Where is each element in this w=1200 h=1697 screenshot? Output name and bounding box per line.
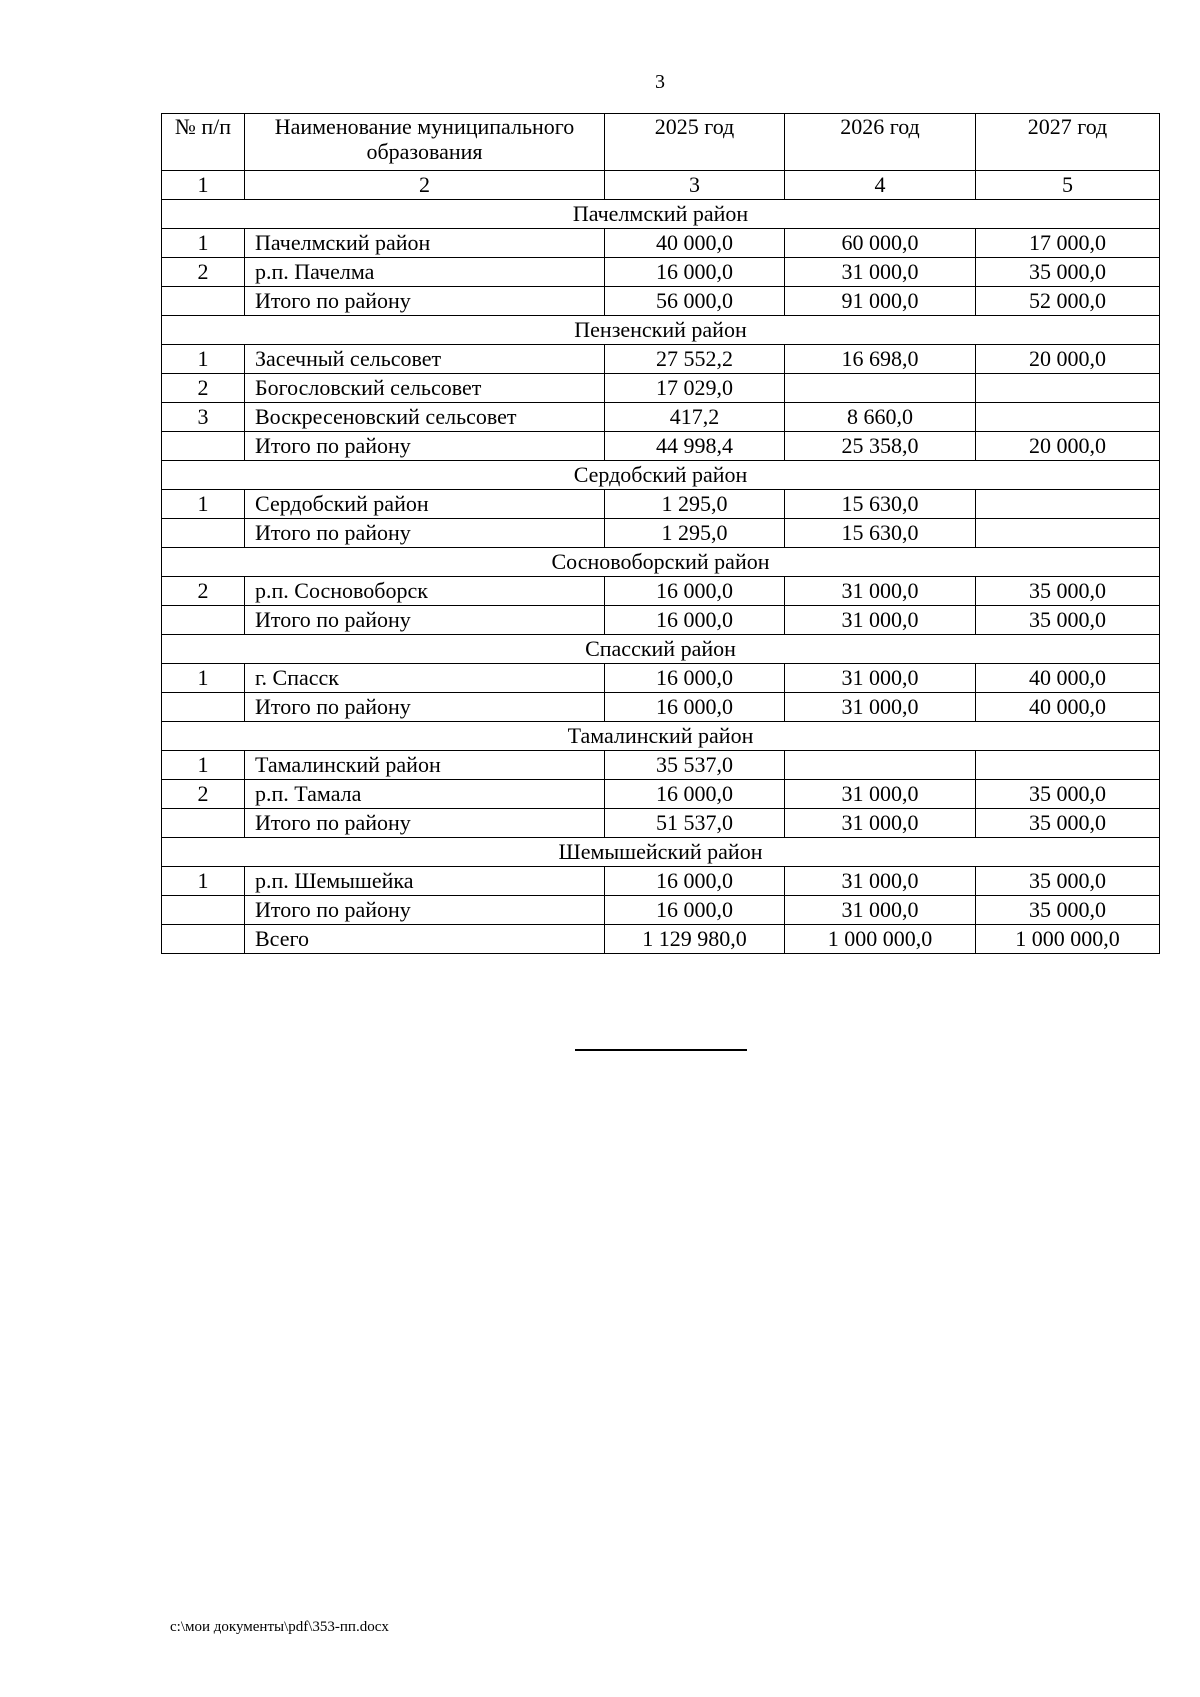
value-2026-cell: 31 000,0 bbox=[785, 780, 976, 809]
header-year-2025: 2025 год bbox=[605, 114, 785, 171]
row-number-cell: 1 bbox=[162, 751, 245, 780]
value-2026-cell: 25 358,0 bbox=[785, 432, 976, 461]
row-name-cell: Всего bbox=[245, 925, 605, 954]
value-2025-cell: 16 000,0 bbox=[605, 896, 785, 925]
row-number-cell: 1 bbox=[162, 490, 245, 519]
row-name-cell: Итого по району bbox=[245, 519, 605, 548]
column-number-1: 1 bbox=[162, 171, 245, 200]
subtotal-row bbox=[162, 606, 1160, 635]
value-2027-cell: 20 000,0 bbox=[976, 432, 1160, 461]
value-2026-cell: 31 000,0 bbox=[785, 577, 976, 606]
table-row bbox=[162, 374, 1160, 403]
row-name-cell: р.п. Сосновоборск bbox=[245, 577, 605, 606]
table-row bbox=[162, 751, 1160, 780]
value-2026-cell bbox=[785, 751, 976, 780]
row-number-cell bbox=[162, 606, 245, 635]
value-2026-cell: 31 000,0 bbox=[785, 809, 976, 838]
row-number-cell: 1 bbox=[162, 229, 245, 258]
row-name-cell: Богословский сельсовет bbox=[245, 374, 605, 403]
row-name-cell: Итого по району bbox=[245, 606, 605, 635]
header-year-2026: 2026 год bbox=[785, 114, 976, 171]
subtotal-row bbox=[162, 809, 1160, 838]
table-row bbox=[162, 345, 1160, 374]
value-2026-cell: 15 630,0 bbox=[785, 490, 976, 519]
district-name: Спасский район bbox=[162, 635, 1160, 664]
value-2027-cell: 35 000,0 bbox=[976, 606, 1160, 635]
value-2026-cell bbox=[785, 374, 976, 403]
table-row bbox=[162, 229, 1160, 258]
district-header-row bbox=[162, 838, 1160, 867]
value-2027-cell: 20 000,0 bbox=[976, 345, 1160, 374]
subtotal-row bbox=[162, 519, 1160, 548]
row-number-cell: 1 bbox=[162, 867, 245, 896]
table-row bbox=[162, 780, 1160, 809]
row-number-cell: 2 bbox=[162, 374, 245, 403]
subtotal-row bbox=[162, 693, 1160, 722]
value-2025-cell: 16 000,0 bbox=[605, 258, 785, 287]
row-number-cell bbox=[162, 432, 245, 461]
district-header-row bbox=[162, 635, 1160, 664]
value-2025-cell: 16 000,0 bbox=[605, 606, 785, 635]
value-2025-cell: 16 000,0 bbox=[605, 867, 785, 896]
footer-file-path: c:\мои документы\pdf\353-пп.docx bbox=[170, 1619, 389, 1635]
district-name: Тамалинский район bbox=[162, 722, 1160, 751]
district-name: Пачелмский район bbox=[162, 200, 1160, 229]
row-number-cell: 3 bbox=[162, 403, 245, 432]
row-number-cell: 1 bbox=[162, 664, 245, 693]
district-header-row bbox=[162, 722, 1160, 751]
subtotal-row bbox=[162, 287, 1160, 316]
value-2026-cell: 31 000,0 bbox=[785, 693, 976, 722]
value-2025-cell: 1 129 980,0 bbox=[605, 925, 785, 954]
column-number-2: 2 bbox=[245, 171, 605, 200]
value-2027-cell bbox=[976, 374, 1160, 403]
row-number-cell: 2 bbox=[162, 577, 245, 606]
row-number-cell bbox=[162, 287, 245, 316]
value-2027-cell bbox=[976, 751, 1160, 780]
row-name-cell: Сердобский район bbox=[245, 490, 605, 519]
row-number-cell: 2 bbox=[162, 780, 245, 809]
row-name-cell: Воскресеновский сельсовет bbox=[245, 403, 605, 432]
district-header-row bbox=[162, 200, 1160, 229]
row-number-cell bbox=[162, 809, 245, 838]
header-municipality: Наименование муниципального образования bbox=[245, 114, 605, 171]
value-2027-cell bbox=[976, 403, 1160, 432]
column-number-3: 3 bbox=[605, 171, 785, 200]
row-number-cell bbox=[162, 925, 245, 954]
row-name-cell: Итого по району bbox=[245, 693, 605, 722]
value-2025-cell: 56 000,0 bbox=[605, 287, 785, 316]
value-2025-cell: 17 029,0 bbox=[605, 374, 785, 403]
value-2027-cell bbox=[976, 490, 1160, 519]
row-number-cell bbox=[162, 519, 245, 548]
value-2025-cell: 417,2 bbox=[605, 403, 785, 432]
grand-total-row bbox=[162, 925, 1160, 954]
value-2025-cell: 16 000,0 bbox=[605, 780, 785, 809]
row-name-cell: г. Спасск bbox=[245, 664, 605, 693]
value-2025-cell: 51 537,0 bbox=[605, 809, 785, 838]
value-2026-cell: 91 000,0 bbox=[785, 287, 976, 316]
district-header-row bbox=[162, 548, 1160, 577]
value-2027-cell: 52 000,0 bbox=[976, 287, 1160, 316]
row-name-cell: Итого по району bbox=[245, 896, 605, 925]
row-name-cell: Засечный сельсовет bbox=[245, 345, 605, 374]
column-numbers-row bbox=[162, 171, 1160, 200]
row-name-cell: Пачелмский район bbox=[245, 229, 605, 258]
value-2027-cell: 35 000,0 bbox=[976, 896, 1160, 925]
district-name: Сосновоборский район bbox=[162, 548, 1160, 577]
header-number: № п/п bbox=[162, 114, 245, 171]
value-2026-cell: 8 660,0 bbox=[785, 403, 976, 432]
value-2026-cell: 31 000,0 bbox=[785, 896, 976, 925]
value-2025-cell: 1 295,0 bbox=[605, 519, 785, 548]
value-2026-cell: 31 000,0 bbox=[785, 606, 976, 635]
row-name-cell: р.п. Шемышейка bbox=[245, 867, 605, 896]
column-number-5: 5 bbox=[976, 171, 1160, 200]
value-2027-cell: 35 000,0 bbox=[976, 577, 1160, 606]
value-2025-cell: 16 000,0 bbox=[605, 577, 785, 606]
value-2026-cell: 31 000,0 bbox=[785, 258, 976, 287]
column-number-4: 4 bbox=[785, 171, 976, 200]
value-2026-cell: 16 698,0 bbox=[785, 345, 976, 374]
value-2027-cell: 40 000,0 bbox=[976, 664, 1160, 693]
value-2025-cell: 40 000,0 bbox=[605, 229, 785, 258]
value-2025-cell: 1 295,0 bbox=[605, 490, 785, 519]
table-row bbox=[162, 258, 1160, 287]
value-2026-cell: 60 000,0 bbox=[785, 229, 976, 258]
value-2026-cell: 1 000 000,0 bbox=[785, 925, 976, 954]
value-2025-cell: 16 000,0 bbox=[605, 693, 785, 722]
value-2027-cell: 35 000,0 bbox=[976, 809, 1160, 838]
row-number-cell: 2 bbox=[162, 258, 245, 287]
value-2026-cell: 15 630,0 bbox=[785, 519, 976, 548]
end-separator-line bbox=[575, 1049, 747, 1051]
row-name-cell: р.п. Пачелма bbox=[245, 258, 605, 287]
page-number: 3 bbox=[655, 71, 665, 93]
value-2026-cell: 31 000,0 bbox=[785, 867, 976, 896]
table-row bbox=[162, 664, 1160, 693]
value-2025-cell: 44 998,4 bbox=[605, 432, 785, 461]
district-header-row bbox=[162, 316, 1160, 345]
table-header bbox=[162, 114, 1160, 200]
value-2027-cell: 35 000,0 bbox=[976, 258, 1160, 287]
table-row bbox=[162, 867, 1160, 896]
district-name: Пензенский район bbox=[162, 316, 1160, 345]
table-row bbox=[162, 490, 1160, 519]
table-row bbox=[162, 403, 1160, 432]
subtotal-row bbox=[162, 432, 1160, 461]
district-name: Сердобский район bbox=[162, 461, 1160, 490]
row-number-cell bbox=[162, 896, 245, 925]
row-name-cell: Итого по району bbox=[245, 432, 605, 461]
budget-table bbox=[161, 113, 1160, 954]
row-number-cell bbox=[162, 693, 245, 722]
value-2026-cell: 31 000,0 bbox=[785, 664, 976, 693]
value-2027-cell: 35 000,0 bbox=[976, 780, 1160, 809]
value-2025-cell: 16 000,0 bbox=[605, 664, 785, 693]
value-2027-cell: 17 000,0 bbox=[976, 229, 1160, 258]
row-name-cell: Итого по району bbox=[245, 809, 605, 838]
header-year-2027: 2027 год bbox=[976, 114, 1160, 171]
value-2027-cell: 40 000,0 bbox=[976, 693, 1160, 722]
value-2025-cell: 27 552,2 bbox=[605, 345, 785, 374]
row-number-cell: 1 bbox=[162, 345, 245, 374]
row-name-cell: Итого по району bbox=[245, 287, 605, 316]
value-2027-cell: 35 000,0 bbox=[976, 867, 1160, 896]
value-2027-cell bbox=[976, 519, 1160, 548]
value-2027-cell: 1 000 000,0 bbox=[976, 925, 1160, 954]
value-2025-cell: 35 537,0 bbox=[605, 751, 785, 780]
row-name-cell: р.п. Тамала bbox=[245, 780, 605, 809]
district-header-row bbox=[162, 461, 1160, 490]
row-name-cell: Тамалинский район bbox=[245, 751, 605, 780]
district-name: Шемышейский район bbox=[162, 838, 1160, 867]
header-row bbox=[162, 114, 1160, 171]
subtotal-row bbox=[162, 896, 1160, 925]
table-row bbox=[162, 577, 1160, 606]
table-body bbox=[162, 200, 1160, 954]
